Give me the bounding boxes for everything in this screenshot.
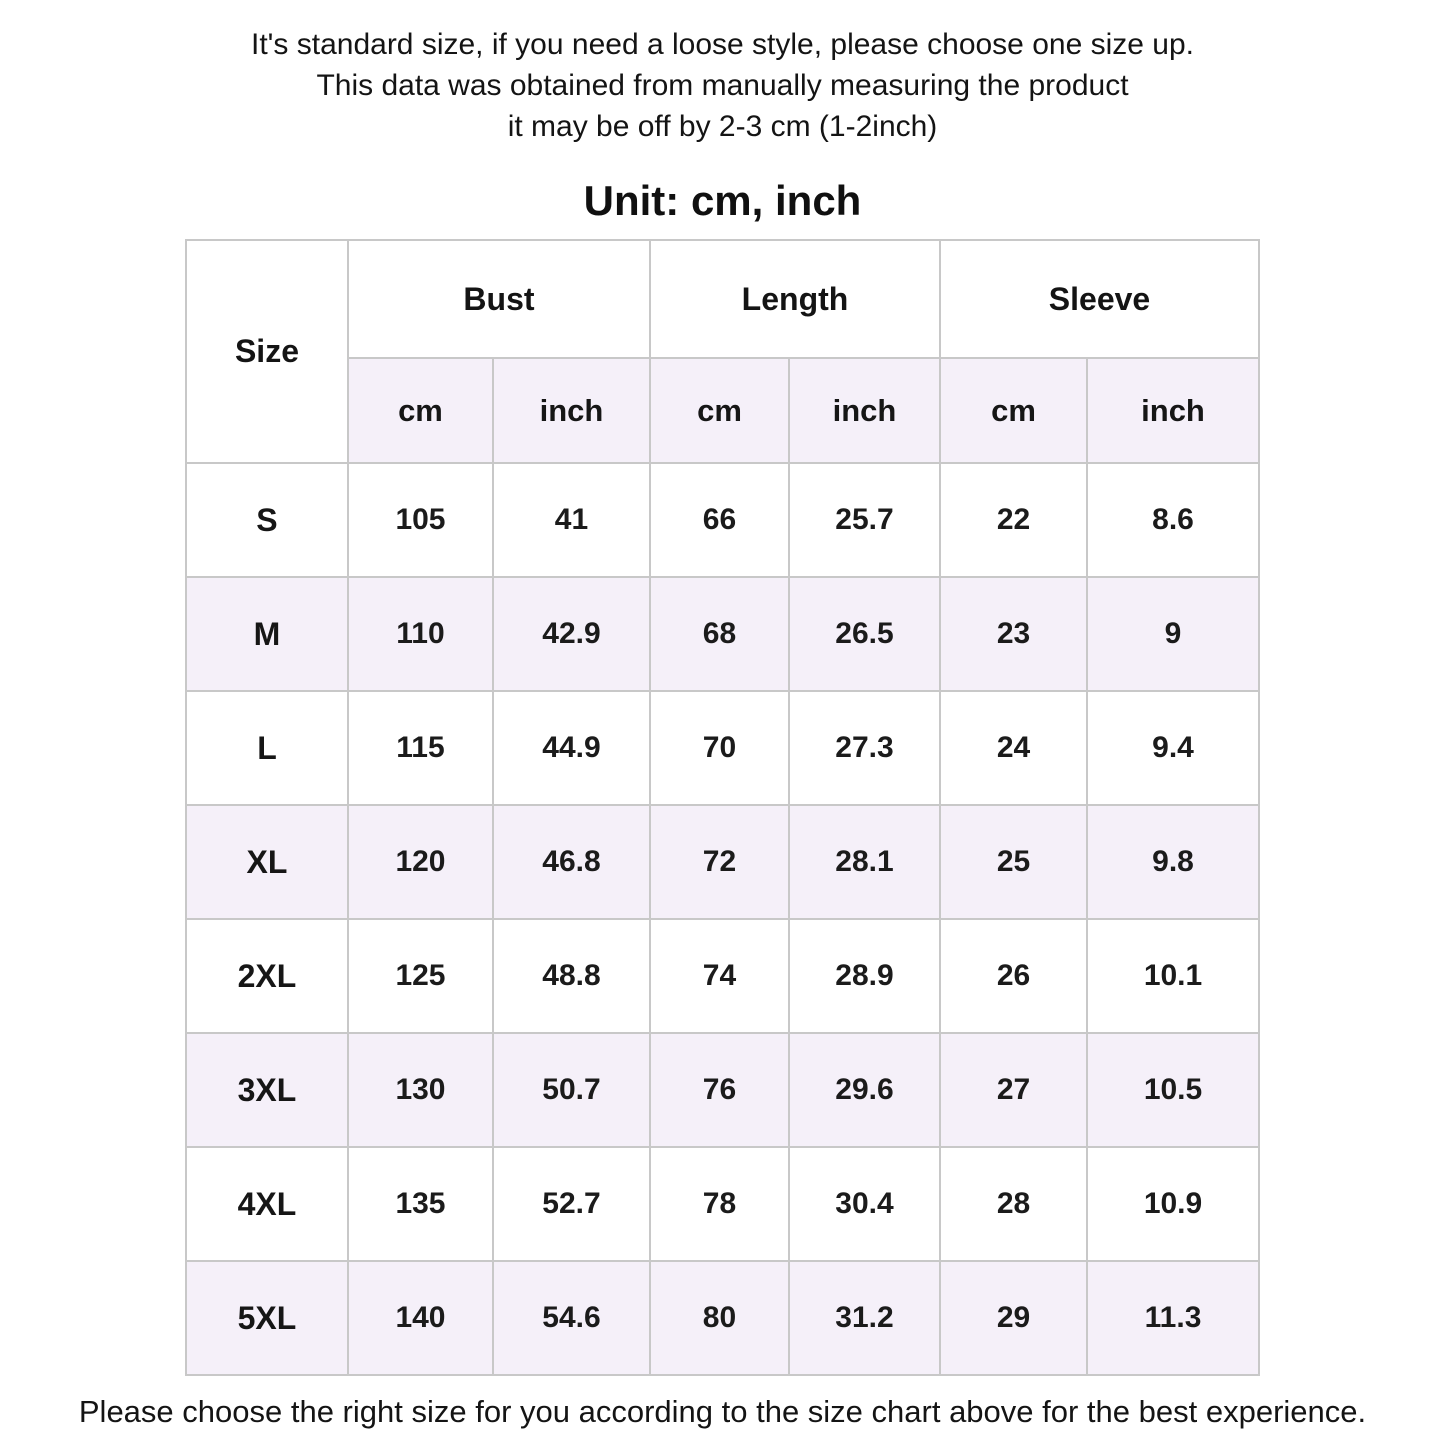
- size-label: 3XL: [186, 1033, 348, 1147]
- measurement-value: 10.9: [1087, 1147, 1259, 1261]
- measurement-value: 27: [940, 1033, 1087, 1147]
- measurement-value: 66: [650, 463, 789, 577]
- measurement-value: 27.3: [789, 691, 940, 805]
- measurement-value: 28.1: [789, 805, 940, 919]
- measurement-value: 9.8: [1087, 805, 1259, 919]
- table-row: [186, 1033, 1259, 1147]
- measurement-value: 54.6: [493, 1261, 650, 1375]
- group-header-length: Length: [650, 240, 940, 358]
- measurement-value: 9.4: [1087, 691, 1259, 805]
- measurement-value: 10.1: [1087, 919, 1259, 1033]
- measurement-value: 10.5: [1087, 1033, 1259, 1147]
- measurement-value: 72: [650, 805, 789, 919]
- size-label: 4XL: [186, 1147, 348, 1261]
- measurement-value: 130: [348, 1033, 493, 1147]
- table-row: [186, 577, 1259, 691]
- size-label: 5XL: [186, 1261, 348, 1375]
- measurement-value: 120: [348, 805, 493, 919]
- note-line-2: This data was obtained from manually measuring the product: [316, 69, 1129, 102]
- measurement-value: 29: [940, 1261, 1087, 1375]
- measurement-value: 28: [940, 1147, 1087, 1261]
- measurement-value: 140: [348, 1261, 493, 1375]
- measurement-value: 135: [348, 1147, 493, 1261]
- measurement-value: 41: [493, 463, 650, 577]
- measurement-value: 68: [650, 577, 789, 691]
- group-header-row: [186, 240, 1259, 358]
- measurement-value: 23: [940, 577, 1087, 691]
- measurement-value: 31.2: [789, 1261, 940, 1375]
- measurement-value: 26: [940, 919, 1087, 1033]
- measurement-value: 25: [940, 805, 1087, 919]
- measurement-value: 28.9: [789, 919, 940, 1033]
- measurement-value: 76: [650, 1033, 789, 1147]
- table-row: [186, 805, 1259, 919]
- measurement-value: 44.9: [493, 691, 650, 805]
- size-label: 2XL: [186, 919, 348, 1033]
- table-row: [186, 691, 1259, 805]
- size-label: XL: [186, 805, 348, 919]
- measurement-value: 52.7: [493, 1147, 650, 1261]
- measurement-value: 125: [348, 919, 493, 1033]
- footer-note: Please choose the right size for you according to the size chart above for the best experience.: [78, 1394, 1367, 1429]
- size-column-header: Size: [186, 240, 348, 463]
- top-notes: [0, 0, 1445, 147]
- measurement-value: 78: [650, 1147, 789, 1261]
- measurement-value: 105: [348, 463, 493, 577]
- table-row: [186, 1147, 1259, 1261]
- sub-header-length-cm: cm: [650, 358, 789, 463]
- group-header-bust: Bust: [348, 240, 650, 358]
- measurement-value: 70: [650, 691, 789, 805]
- measurement-value: 80: [650, 1261, 789, 1375]
- table-row: [186, 919, 1259, 1033]
- table-row: [186, 463, 1259, 577]
- sub-header-bust-cm: cm: [348, 358, 493, 463]
- measurement-value: 8.6: [1087, 463, 1259, 577]
- sub-header-sleeve-cm: cm: [940, 358, 1087, 463]
- measurement-value: 48.8: [493, 919, 650, 1033]
- measurement-value: 115: [348, 691, 493, 805]
- measurement-value: 30.4: [789, 1147, 940, 1261]
- sub-header-sleeve-inch: inch: [1087, 358, 1259, 463]
- measurement-value: 110: [348, 577, 493, 691]
- measurement-value: 9: [1087, 577, 1259, 691]
- note-line-3: it may be off by 2-3 cm (1-2inch): [507, 110, 938, 143]
- sub-header-bust-inch: inch: [493, 358, 650, 463]
- measurement-value: 26.5: [789, 577, 940, 691]
- sub-header-length-inch: inch: [789, 358, 940, 463]
- group-header-sleeve: Sleeve: [940, 240, 1259, 358]
- measurement-value: 22: [940, 463, 1087, 577]
- measurement-value: 42.9: [493, 577, 650, 691]
- size-label: S: [186, 463, 348, 577]
- measurement-value: 74: [650, 919, 789, 1033]
- unit-heading: Unit: cm, inch: [583, 177, 862, 224]
- measurement-value: 29.6: [789, 1033, 940, 1147]
- measurement-value: 46.8: [493, 805, 650, 919]
- measurement-value: 24: [940, 691, 1087, 805]
- size-label: L: [186, 691, 348, 805]
- size-chart-table: [185, 239, 1260, 1376]
- note-line-1: It's standard size, if you need a loose style, please choose one size up.: [251, 28, 1194, 61]
- size-label: M: [186, 577, 348, 691]
- measurement-value: 50.7: [493, 1033, 650, 1147]
- measurement-value: 25.7: [789, 463, 940, 577]
- table-row: [186, 1261, 1259, 1375]
- measurement-value: 11.3: [1087, 1261, 1259, 1375]
